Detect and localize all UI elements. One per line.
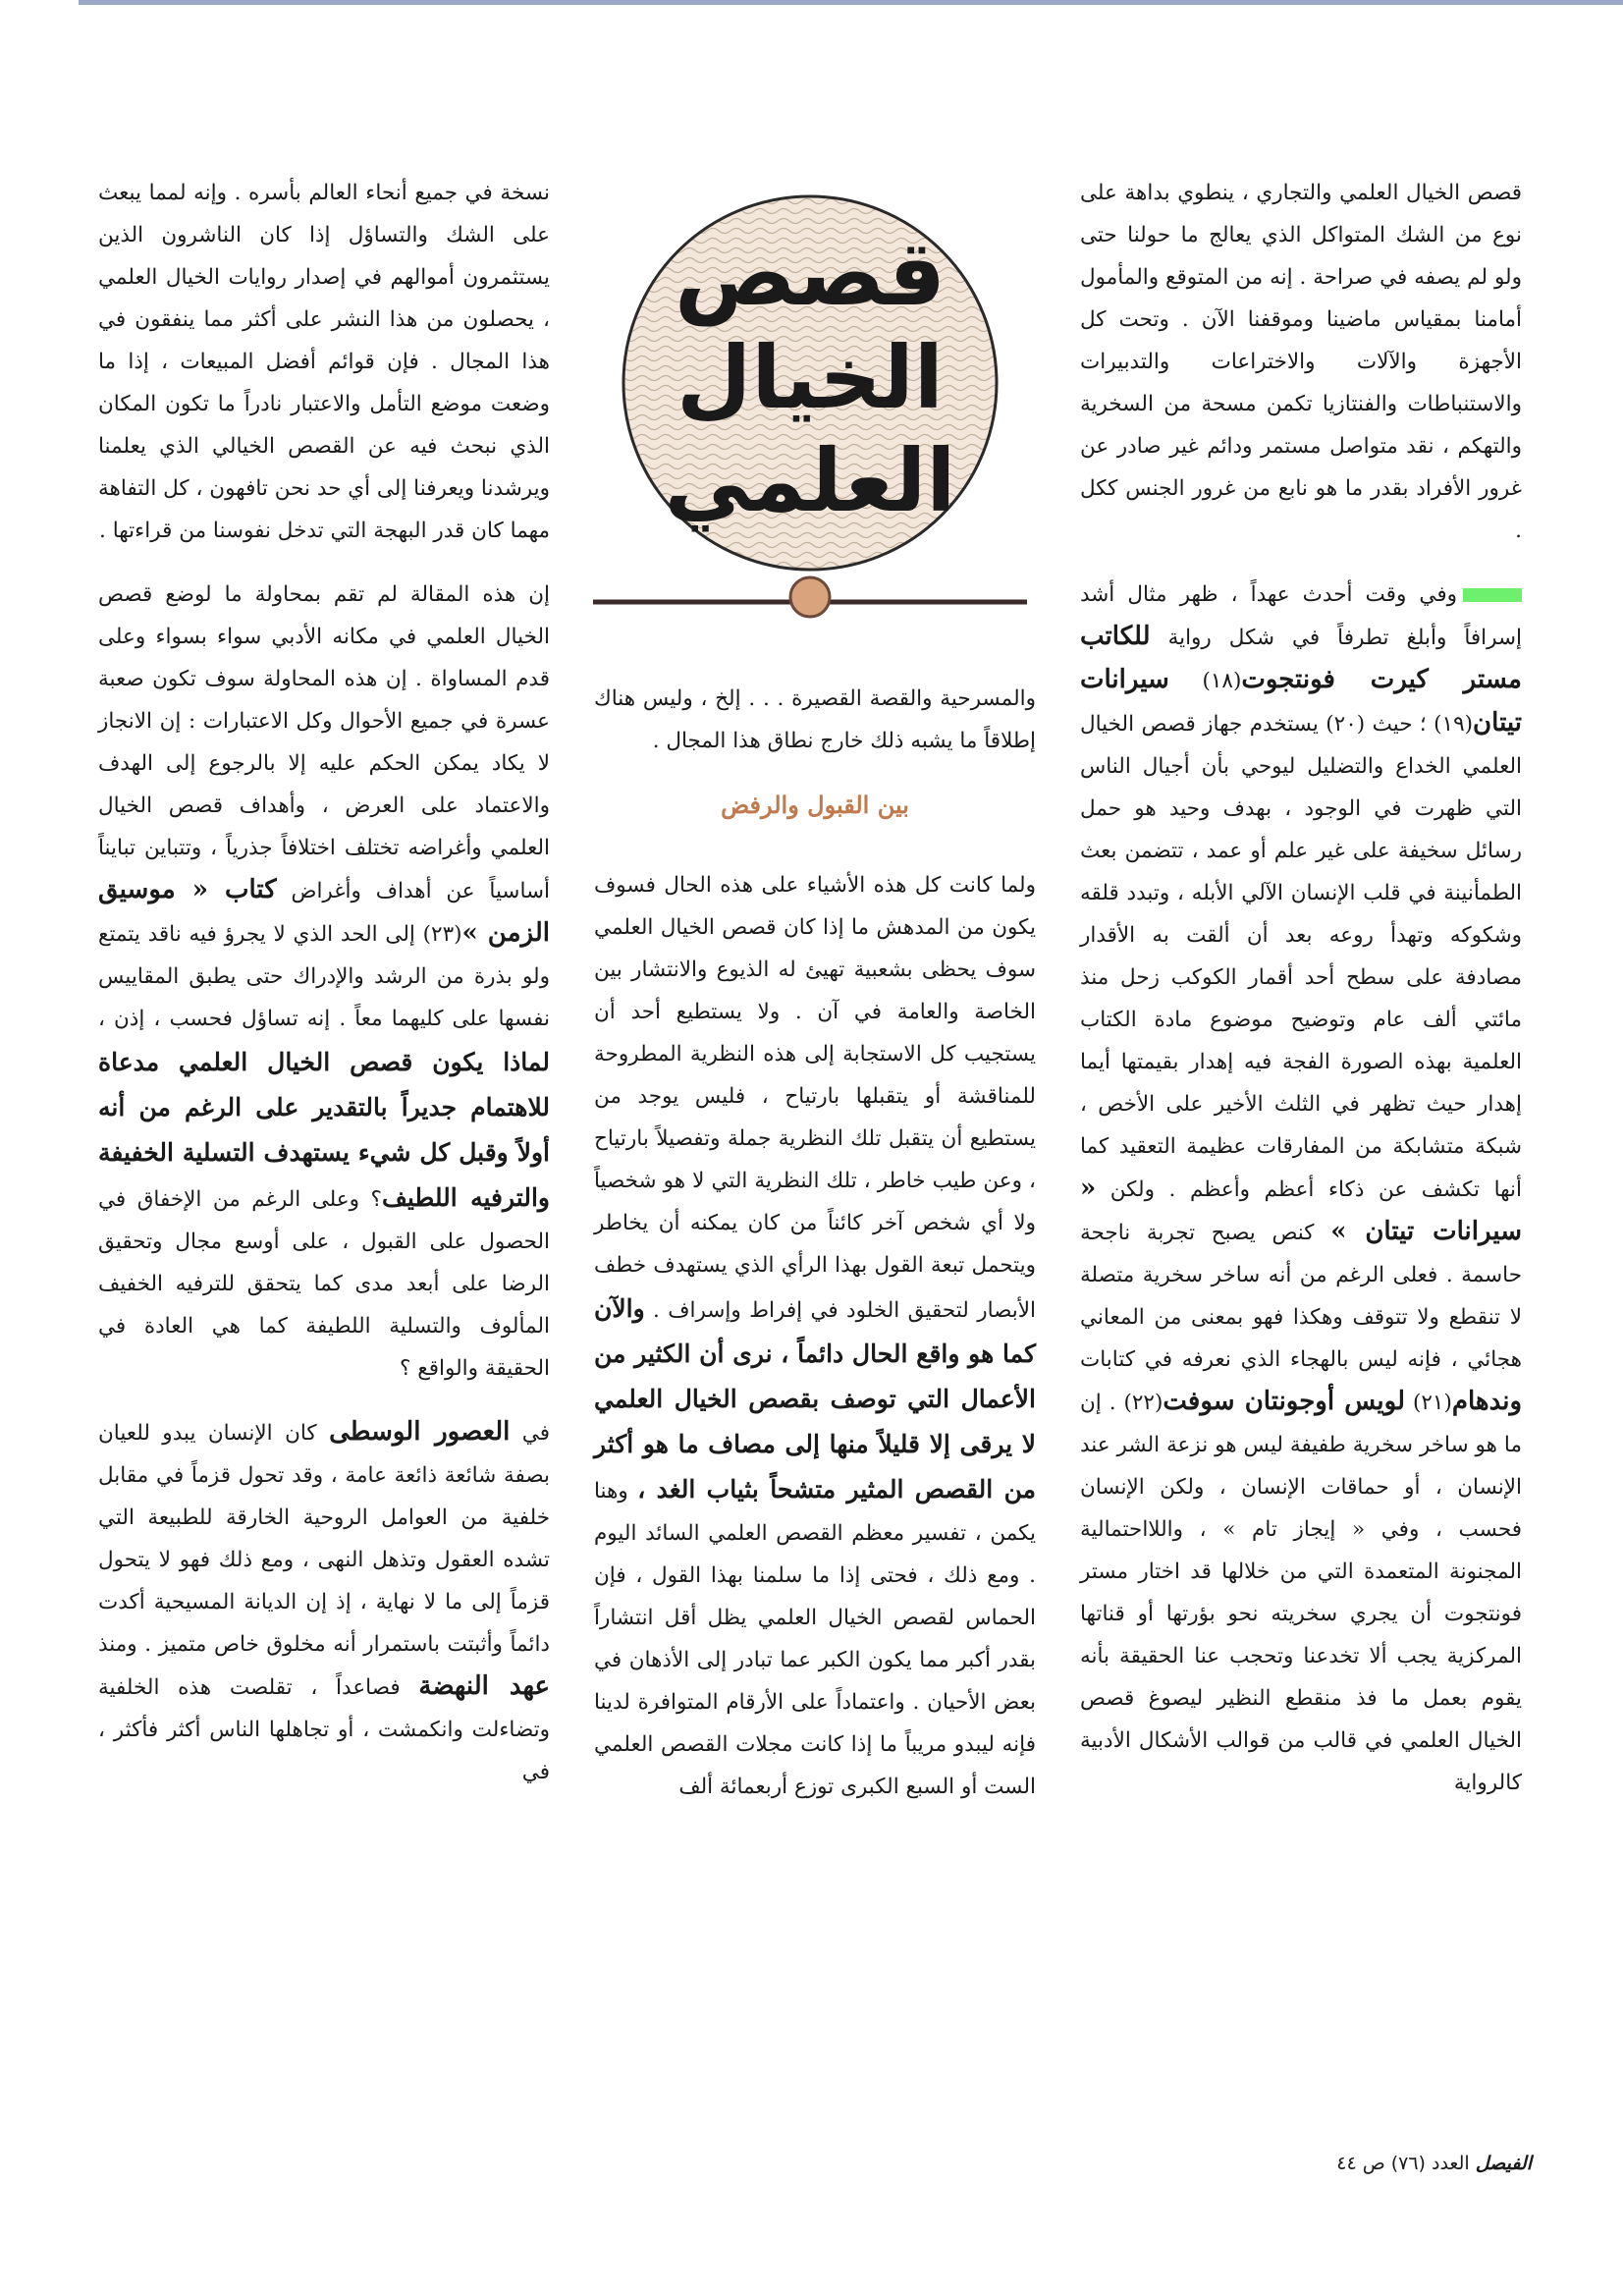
bold-phrase: العصور الوسطى bbox=[329, 1417, 511, 1447]
paragraph: ولما كانت كل هذه الأشياء على هذه الحال فسوف يكون من المدهش ما إذا كان قصص الخيال العلمي سوف يحظى بشعبية تهيئ له الذيوع والانتشار بين الخاصة والعامة في آن . ولا يستطيع أحد أن يستجيب كل الاستجابة إلى هذه النظرية المطروحة للمناقشة أو يتقبلها بارتياح ، فليس يوجد من يستطيع أن يتقبل تلك النظرية جملة وتفصيلاً بارتياح ، وعن طيب خاطر ، تلك النظرية التي لا هو شخصياً ولا أي شخص آخر كائناً من كان يمكنه أن يخاطر ويتحمل تبعة القول بهذا الرأي الذي يستهدف خطف الأبصار لتحقيق الخلود في إفراط وإسراف . والآن كما هو واقع الحال دائماً ، نرى أن الكثير من الأعمال التي توصف بقصص الخيال العلمي لا يرقى إلا قليلاً منها إلى مصاف ما هو أكثر من القصص المثير متشحاً بثياب الغد ، وهنا يكمن ، تفسير معظم القصص العلمي السائد اليوم . ومع ذلك ، فحتى إذا ما سلمنا بهذا القول ، فإن الحماس لقصص الخيال العلمي يظل أقل انتشاراً بقدر أكبر مما يكون الكبر عما تبادر إلى الأذهان في بعض الأحيان . واعتماداً على الأرقام المتوافرة لدينا فإنه ليبدو مريباً ما إذا كانت مجلات القصص العلمي الست أو السبع الكبرى توزع أربعمائة ألف bbox=[594, 873, 1036, 1799]
magazine-name: الفيصل bbox=[1475, 2153, 1532, 2174]
top-color-bar bbox=[79, 0, 1623, 5]
column-left bbox=[98, 172, 550, 1793]
bold-phrase: عهد النهضة bbox=[418, 1671, 550, 1701]
title-line-3: العلمي bbox=[664, 430, 956, 531]
issue-page-number: العدد (٧٦) ص ٤٤ bbox=[1336, 2153, 1470, 2174]
bold-phrase: سيرانات تيتان bbox=[1080, 665, 1522, 738]
title-line-2: الخيال bbox=[676, 327, 944, 428]
column-middle bbox=[594, 678, 1036, 1808]
paragraph: قصص الخيال العلمي والتجاري ، ينطوي بداهة على نوع من الشك المتواكل الذي يعالج ما حولنا حتى ولو لم يصفه في صراحة . إنه من المتوقع والمأمول أمامنا بمقياس ماضينا وموقفنا الآن . وتحت كل الأجهزة والآلات والاختراعات والتدبيرات والاستنباطات والفنتازيا تكمن مسحة من السخرية والتهكم ، نقد متواصل مستمر ودائم غير صادر عن غرور الأفراد بقدر ما هو نابع من غرور الجنس ككل . bbox=[1080, 181, 1522, 543]
bold-phrase: لماذا يكون قصص الخيال العلمي مدعاة للاهتمام جديراً بالتقدير على الرغم من أنه أولاً وقبل كل شيء يستهدف التسلية الخفيفة والترفيه اللطيف bbox=[98, 1048, 550, 1212]
highlight-mark bbox=[1463, 588, 1522, 602]
title-dot bbox=[790, 577, 830, 617]
paragraph: نسخة في جميع أنحاء العالم بأسره . وإنه لمما يبعث على الشك والتساؤل إذا كان الناشرون الذين يستثمرون أموالهم في إصدار روايات الخيال العلمي ، يحصلون من هذا النشر على أكثر مما ينفقون في هذا المجال . فإن قوائم أفضل المبيعات ، إذا ما وضعت موضع التأمل والاعتبار نادراً ما تكون المكان الذي نبحث فيه عن القصص الخيالي الذي يعلمنا ويرشدنا ويعرفنا إلى أي حد نحن تافهون ، كل التفاهة مهما كان قدر البهجة التي تدخل نفوسنا من قراءتها . bbox=[98, 181, 550, 543]
paragraph: وفي وقت أحدث عهداً ، ظهر مثال أشد إسرافاً وأبلغ تطرفاً في شكل رواية للكاتب مستر كيرت فونتجوت(١٨) سيرانات تيتان(١٩) ؛ حيث (٢٠) يستخدم جهاز قصص الخيال العلمي الخداع والتضليل ليوحي بأن أجيال الناس التي ظهرت في الوجود ، بهدف وحيد هو حمل رسائل سخيفة على غير علم أو عمد ، تتضمن بعث الطمأنينة في قلب الإنسان الآلي الأبله ، وتبدد قلقه وشكوكه وتهدأ روعه بعد أن ألقت به الأقدار مصادفة على سطح أحد أقمار الكوكب زحل منذ مائتي ألف عام وتوضيح موضوع مادة الكتاب العلمية بهذه الصورة الفجة فيه إهدار بقيمتها أيما إهدار حيث تظهر في الثلث الأخير على الأخص ، شبكة متشابكة من المفارقات عظيمة التعقيد كما أنها تكشف عن ذكاء أعظم وأعظم . ولكن « سيرانات تيتان » كنص يصبح تجربة ناجحة حاسمة . فعلى الرغم من أنه ساخر سخرية متصلة لا تنقطع ولا تتوقف وهكذا فهو بمعنى من المعاني هجائي ، فإنه ليس بالهجاء الذي نعرفه في كتابات وندهام(٢١) لويس أوجونتان سوفت(٢٢) . إن ما هو ساخر سخرية طفيفة ليس هو نزعة الشر عند الإنسان ، أو حماقات الإنسان ، ولكن الإنسان فحسب ، وفي « إيجاز تام » ، واللااحتمالية المجنونة المتعمدة التي من خلالها قد اختار مستر فونتجوت أن يجري سخريته نحو بؤرتها أو قناتها المركزية يجب ألا تخدعنا وتحجب عنا الحقيقة بأنه يقوم بعمل ما فذ منقطع النظير ليصوغ قصص الخيال العلمي في قالب من قوالب الأشكال الأدبية كالرواية bbox=[1080, 582, 1523, 1795]
paragraph: والمسرحية والقصة القصيرة . . . إلخ ، وليس هناك إطلاقاً ما يشبه ذلك خارج نطاق هذا المجال . bbox=[594, 686, 1036, 753]
bold-phrase: وندهام bbox=[1451, 1387, 1523, 1416]
page-footer bbox=[1316, 2153, 1532, 2174]
bold-phrase: للكاتب مستر كيرت فونتجوت bbox=[1080, 622, 1522, 694]
bold-phrase: لويس أوجونتان سوفت bbox=[1163, 1387, 1405, 1416]
section-subheading: بين القبول والرفض bbox=[721, 791, 909, 819]
title-line-1: قصص bbox=[674, 221, 947, 326]
paragraph: في العصور الوسطى كان الإنسان يبدو للعيان بصفة شائعة ذائعة عامة ، وقد تحول قزماً في مقابل خلفية من العوامل الروحية الخارقة للطبيعة التي تشده العقول وتذهل النهى ، ومع ذلك فهو لا يتحول قزماً إلى ما لا نهاية ، إذ إن الديانة المسيحية أكدت دائماً وأثبتت باستمرار أنه مخلوق خاص متميز . ومنذ عهد النهضة فصاعداً ، تقلصت هذه الخلفية وتضاءلت وانكمشت ، أو تجاهلها الناس أكثر فأكثر ، في bbox=[98, 1417, 550, 1784]
paragraph: إن هذه المقالة لم تقم بمحاولة ما لوضع قصص الخيال العلمي في مكانه الأدبي سواء بسواء وعلى قدم المساواة . إن هذه المحاولة سوف تكون صعبة عسرة في جميع الأحوال وكل الاعتبارات : إن الانجاز لا يكاد يمكن الحكم عليه إلا بالرجوع إلى الهدف والاعتماد على العرض ، وأهداف قصص الخيال العلمي وأغراضه تختلف اختلافاً جذرياً ، وتتباين تبايناً أساسياً عن أهداف وأغراض كتاب « موسيق الزمن »(٢٣) إلى الحد الذي لا يجرؤ فيه ناقد يتمتع ولو بذرة من الرشد والإدراك حتى يطبق المقاييس نفسها على كليهما معاً . إنه تساؤل فحسب ، إذن ، لماذا يكون قصص الخيال العلمي مدعاة للاهتمام جديراً بالتقدير على الرغم من أنه أولاً وقبل كل شيء يستهدف التسلية الخفيفة والترفيه اللطيف؟ وعلى الرغم من الإخفاق في الحصول على القبول ، على أوسع مجال وتحقيق الرضا على أبعد مدى كما يتحقق للترفيه الخفيف المألوف والتسلية اللطيفة كما هي العادة في الحقيقة والواقع ؟ bbox=[98, 582, 550, 1381]
title-artwork bbox=[589, 187, 1031, 629]
bold-phrase: كتاب « موسيق الزمن » bbox=[98, 875, 550, 948]
bold-phrase: « سيرانات تيتان » bbox=[1080, 1174, 1522, 1246]
column-right bbox=[1080, 172, 1522, 1804]
bold-phrase: والآن كما هو واقع الحال دائماً ، نرى أن الكثير من الأعمال التي توصف بقصص الخيال العلمي لا يرقى إلا قليلاً منها إلى مصاف ما هو أكثر من القصص المثير متشحاً بثياب الغد ، bbox=[594, 1294, 1036, 1503]
